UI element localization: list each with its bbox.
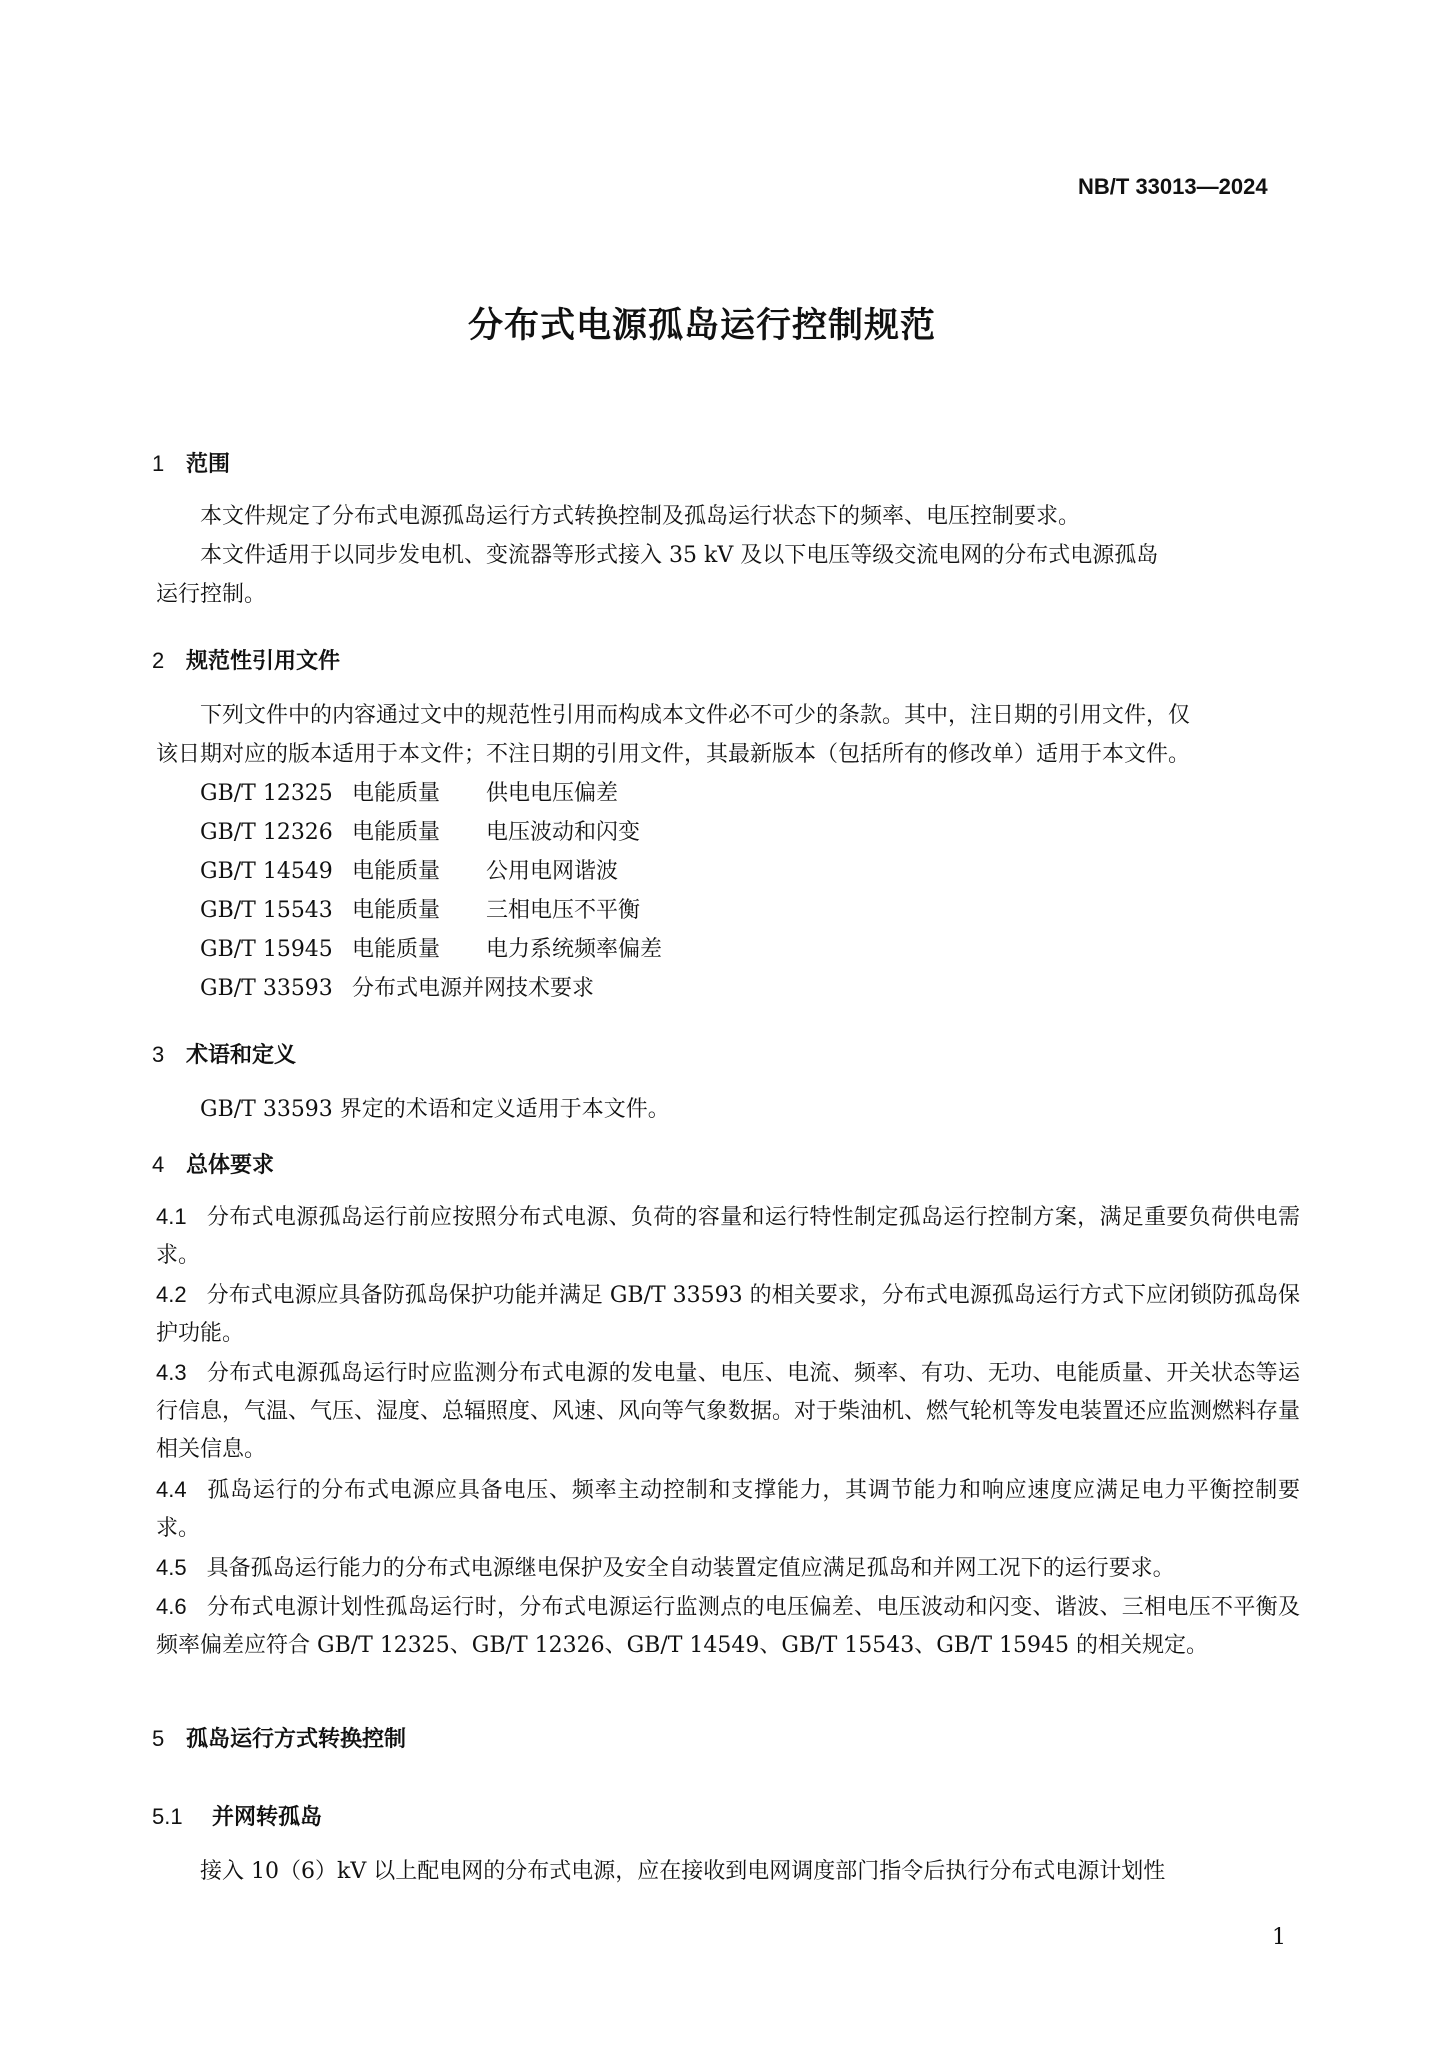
reference-code: GB/T 15945: [200, 937, 333, 962]
section-number: 4: [152, 1152, 165, 1177]
reference-item: [200, 853, 618, 891]
clause-4-5: [156, 1549, 1300, 1588]
clause-4-1: [156, 1198, 1300, 1275]
reference-item: [200, 931, 662, 969]
paragraph: 本文件适用于以同步发电机、变流器等形式接入 35 kV 及以下电压等级交流电网的分布式电源孤岛: [200, 543, 1159, 568]
section-2-heading: [152, 644, 340, 675]
clause-text: 分布式电源计划性孤岛运行时，分布式电源运行监测点的电压偏差、电压波动和闪变、谐波、三相电压不平衡及频率偏差应符合 GB/T 12325、GB/T 12326、GB/T 14549、GB/T 15543、GB/T 15945 的相关规定。: [156, 1595, 1300, 1658]
clause-4-2: [156, 1276, 1300, 1353]
reference-item: [200, 814, 640, 852]
subsection-number: 5.1: [152, 1804, 183, 1829]
section-number: 3: [152, 1042, 165, 1067]
clause-text: 具备孤岛运行能力的分布式电源继电保护及安全自动装置定值应满足孤岛和并网工况下的运行要求。: [206, 1556, 1175, 1581]
section-title: 总体要求: [186, 1153, 275, 1178]
paragraph: GB/T 33593 界定的术语和定义适用于本文件。: [200, 1097, 670, 1122]
reference-item: [200, 775, 618, 813]
reference-category: 电能质量: [352, 820, 441, 845]
clause-text: 孤岛运行的分布式电源应具备电压、频率主动控制和支撑能力，其调节能力和响应速度应满足电力平衡控制要求。: [156, 1478, 1300, 1541]
paragraph: 接入 10（6）kV 以上配电网的分布式电源，应在接收到电网调度部门指令后执行分布式电源计划性: [200, 1859, 1166, 1884]
page-number: 1: [1272, 1925, 1286, 1950]
section-title: 范围: [186, 452, 231, 477]
clause-number: 4.4: [156, 1477, 187, 1502]
section-number: 1: [152, 451, 165, 476]
paragraph: 运行控制。: [156, 582, 267, 607]
reference-category: 电能质量: [352, 859, 441, 884]
clause-4-3: [156, 1354, 1300, 1469]
reference-title: 公用电网谐波: [486, 859, 619, 884]
clause-number: 4.5: [156, 1555, 187, 1580]
section-title: 术语和定义: [186, 1043, 297, 1068]
section-title: 孤岛运行方式转换控制: [186, 1727, 407, 1752]
document-title: 分布式电源孤岛运行控制规范: [468, 306, 937, 346]
clause-number: 4.3: [156, 1360, 187, 1385]
reference-code: GB/T 14549: [200, 859, 333, 884]
section-number: 5: [152, 1726, 165, 1751]
clause-number: 4.2: [156, 1282, 187, 1307]
section-5-heading: [152, 1722, 406, 1753]
clause-text: 分布式电源孤岛运行前应按照分布式电源、负荷的容量和运行特性制定孤岛运行控制方案，满足重要负荷供电需求。: [156, 1205, 1300, 1268]
clause-number: 4.6: [156, 1594, 187, 1619]
subsection-5-1-heading: [152, 1800, 322, 1831]
reference-title: 电压波动和闪变: [486, 820, 641, 845]
clause-text: 分布式电源应具备防孤岛保护功能并满足 GB/T 33593 的相关要求，分布式电源孤岛运行方式下应闭锁防孤岛保护功能。: [156, 1283, 1300, 1346]
section-title: 规范性引用文件: [186, 649, 341, 674]
reference-code: GB/T 33593: [200, 976, 333, 1001]
paragraph: 本文件规定了分布式电源孤岛运行方式转换控制及孤岛运行状态下的频率、电压控制要求。: [200, 504, 1081, 529]
section-3-heading: [152, 1038, 296, 1069]
paragraph: 该日期对应的版本适用于本文件；不注日期的引用文件，其最新版本（包括所有的修改单）适用于本文件。: [156, 742, 1191, 767]
reference-category: 电能质量: [352, 898, 441, 923]
reference-code: GB/T 12326: [200, 820, 333, 845]
reference-title: 三相电压不平衡: [486, 898, 641, 923]
subsection-title: 并网转孤岛: [212, 1805, 323, 1830]
section-1-heading: [152, 447, 230, 478]
reference-title: 电力系统频率偏差: [486, 937, 663, 962]
section-number: 2: [152, 648, 165, 673]
section-4-heading: [152, 1148, 274, 1179]
clause-text: 分布式电源孤岛运行时应监测分布式电源的发电量、电压、电流、频率、有功、无功、电能质量、开关状态等运行信息，气温、气压、湿度、总辐照度、风速、风向等气象数据。对于柴油机、燃气轮机等发电装置还应监测燃料存量相关信息。: [156, 1361, 1301, 1462]
reference-item: [200, 970, 594, 1008]
clause-4-4: [156, 1471, 1300, 1548]
reference-code: GB/T 15543: [200, 898, 333, 923]
standard-code: NB/T 33013—2024: [1078, 174, 1268, 199]
clause-4-6: [156, 1588, 1300, 1665]
reference-category: 电能质量: [352, 937, 441, 962]
reference-title: 分布式电源并网技术要求: [352, 976, 595, 1001]
clause-number: 4.1: [156, 1204, 187, 1229]
reference-item: [200, 892, 640, 930]
paragraph: 下列文件中的内容通过文中的规范性引用而构成本文件必不可少的条款。其中，注日期的引用文件，仅: [200, 703, 1191, 728]
reference-code: GB/T 12325: [200, 781, 333, 806]
reference-category: 电能质量: [352, 781, 441, 806]
reference-title: 供电电压偏差: [486, 781, 619, 806]
